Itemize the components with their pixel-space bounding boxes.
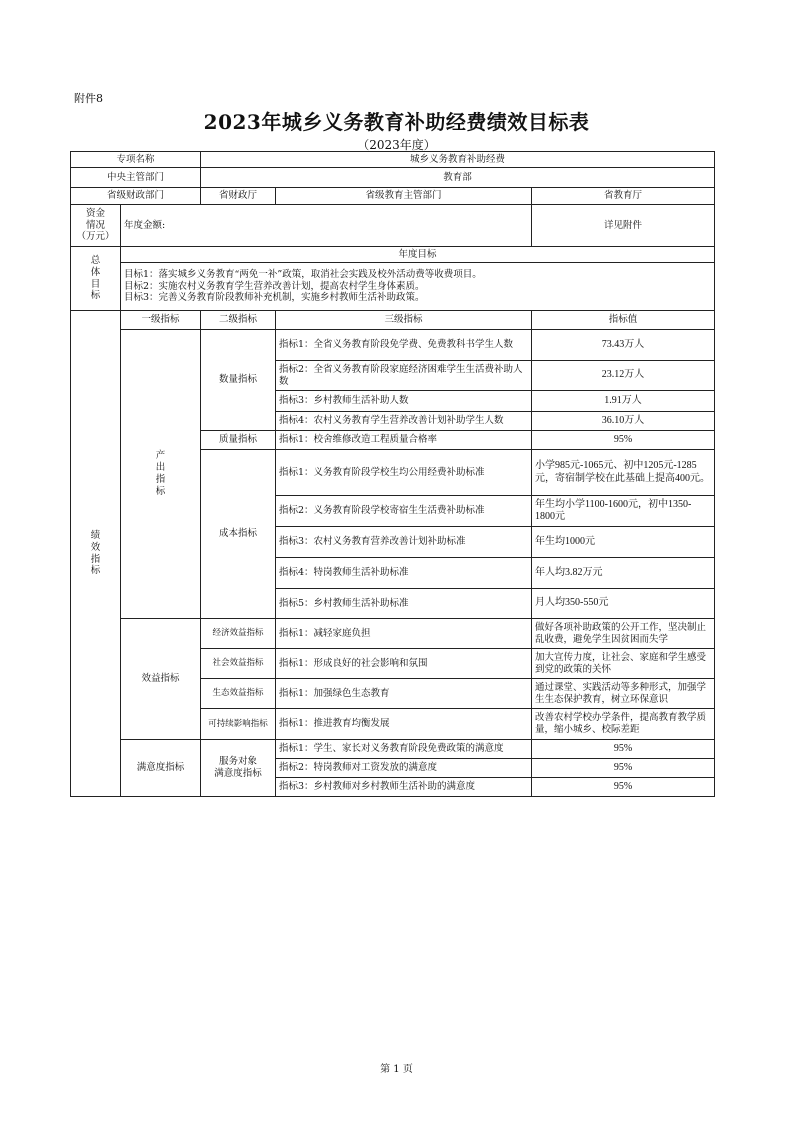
satisfaction-indicator-2: 指标2：特岗教师对工资发放的满意度 [276,759,532,778]
page-footer: 第 1 页 [380,1064,413,1075]
cost-indicator-1: 指标1：义务教育阶段学校生均公用经费补助标准 [276,450,532,496]
funding-label: 资金 情况 （万元） [71,205,121,247]
quantity-value-3: 1.91万人 [532,391,715,412]
service-satisfaction-label: 服务对象 满意度指标 [201,740,276,797]
social-benefit-label: 社会效益指标 [201,649,276,679]
performance-target-table [70,151,715,797]
sustainability-label: 可持续影响指标 [201,709,276,740]
benefit-value-2: 加大宣传力度，让社会、家庭和学生感受到党的政策的关怀 [532,649,715,679]
cost-value-2: 年生均小学1100-1600元，初中1350-1800元 [532,496,715,527]
quantity-indicator-label: 数量指标 [201,330,276,431]
col-level1: 一级指标 [121,311,201,330]
satisfaction-indicator-3: 指标3：乡村教师对乡村教师生活补助的满意度 [276,778,532,797]
perf-indicator-label: 绩 效 指 标 [71,311,121,797]
central-dept-value: 教育部 [201,168,715,188]
satisfaction-value-3: 95% [532,778,715,797]
ecological-benefit-label: 生态效益指标 [201,679,276,709]
project-name-label: 专项名称 [71,152,201,168]
quality-indicator-label: 质量指标 [201,431,276,450]
quantity-indicator-3: 指标3：乡村教师生活补助人数 [276,391,532,412]
benefit-indicator-1: 指标1：减轻家庭负担 [276,619,532,649]
prov-edu-label: 省级教育主管部门 [276,188,532,205]
annual-goal-label: 年度目标 [121,247,715,263]
goal-2: 目标2：实施农村义务教育学生营养改善计划，提高农村学生身体素质。 [124,280,425,292]
benefit-indicator-4: 指标1：推进教育均衡发展 [276,709,532,740]
satisfaction-indicator-label: 满意度指标 [121,740,201,797]
satisfaction-value-1: 95% [532,740,715,759]
cost-value-3: 年生均1000元 [532,527,715,558]
attachment-label: 附件8 [74,92,103,105]
benefit-value-3: 通过课堂、实践活动等多种形式，加强学生生态保护教育，树立环保意识 [532,679,715,709]
cost-value-1: 小学985元-1065元、初中1205元-1285元，寄宿制学校在此基础上提高400元。 [532,450,715,496]
annual-amount-value: 详见附件 [532,205,715,247]
prov-finance-label: 省级财政部门 [71,188,201,205]
benefit-indicator-label: 效益指标 [121,619,201,740]
quantity-indicator-2: 指标2：全省义务教育阶段家庭经济困难学生生活费补助人数 [276,361,532,391]
benefit-value-4: 改善农村学校办学条件，提高教育教学质量，缩小城乡、校际差距 [532,709,715,740]
quantity-indicator-4: 指标4：农村义务教育学生营养改善计划补助学生人数 [276,412,532,431]
col-level3: 三级指标 [276,311,532,330]
project-name-value: 城乡义务教育补助经费 [201,152,715,168]
cost-indicator-5: 指标5：乡村教师生活补助标准 [276,589,532,619]
quantity-value-2: 23.12万人 [532,361,715,391]
overall-goal-label: 总 体 目 标 [71,247,121,311]
annual-amount-label: 年度金额: [121,205,532,247]
quality-value-1: 95% [532,431,715,450]
benefit-indicator-2: 指标1：形成良好的社会影响和氛围 [276,649,532,679]
satisfaction-value-2: 95% [532,759,715,778]
economic-benefit-label: 经济效益指标 [201,619,276,649]
cost-indicator-3: 指标3：农村义务教育营养改善计划补助标准 [276,527,532,558]
benefit-indicator-3: 指标1：加强绿色生态教育 [276,679,532,709]
central-dept-label: 中央主管部门 [71,168,201,188]
cost-indicator-label: 成本指标 [201,450,276,619]
cost-indicator-2: 指标2：义务教育阶段学校寄宿生生活费补助标准 [276,496,532,527]
year-label: （2023年度） [357,138,436,152]
prov-finance-value: 省财政厅 [201,188,276,205]
cost-value-4: 年人均3.82万元 [532,558,715,589]
quantity-indicator-1: 指标1：全省义务教育阶段免学费、免费教科书学生人数 [276,330,532,361]
page-title: 2023年城乡义务教育补助经费绩效目标表 [203,110,590,134]
quantity-value-4: 36.10万人 [532,412,715,431]
benefit-value-1: 做好各项补助政策的公开工作，坚决制止乱收费，避免学生因贫困而失学 [532,619,715,649]
goal-1: 目标1：落实城乡义务教育“两免一补”政策，取消社会实践及校外活动费等收费项目。 [124,268,482,280]
annual-goals [121,263,715,311]
quantity-value-1: 73.43万人 [532,330,715,361]
quality-indicator-1: 指标1：校舍维修改造工程质量合格率 [276,431,532,450]
satisfaction-indicator-1: 指标1：学生、家长对义务教育阶段免费政策的满意度 [276,740,532,759]
col-level2: 二级指标 [201,311,276,330]
goal-3: 目标3：完善义务教育阶段教师补充机制，实施乡村教师生活补助政策。 [124,292,425,304]
cost-indicator-4: 指标4：特岗教师生活补助标准 [276,558,532,589]
prov-edu-value: 省教育厅 [532,188,715,205]
col-value: 指标值 [532,311,715,330]
cost-value-5: 月人均350-550元 [532,589,715,619]
output-indicator-label: 产 出 指 标 [121,330,201,619]
